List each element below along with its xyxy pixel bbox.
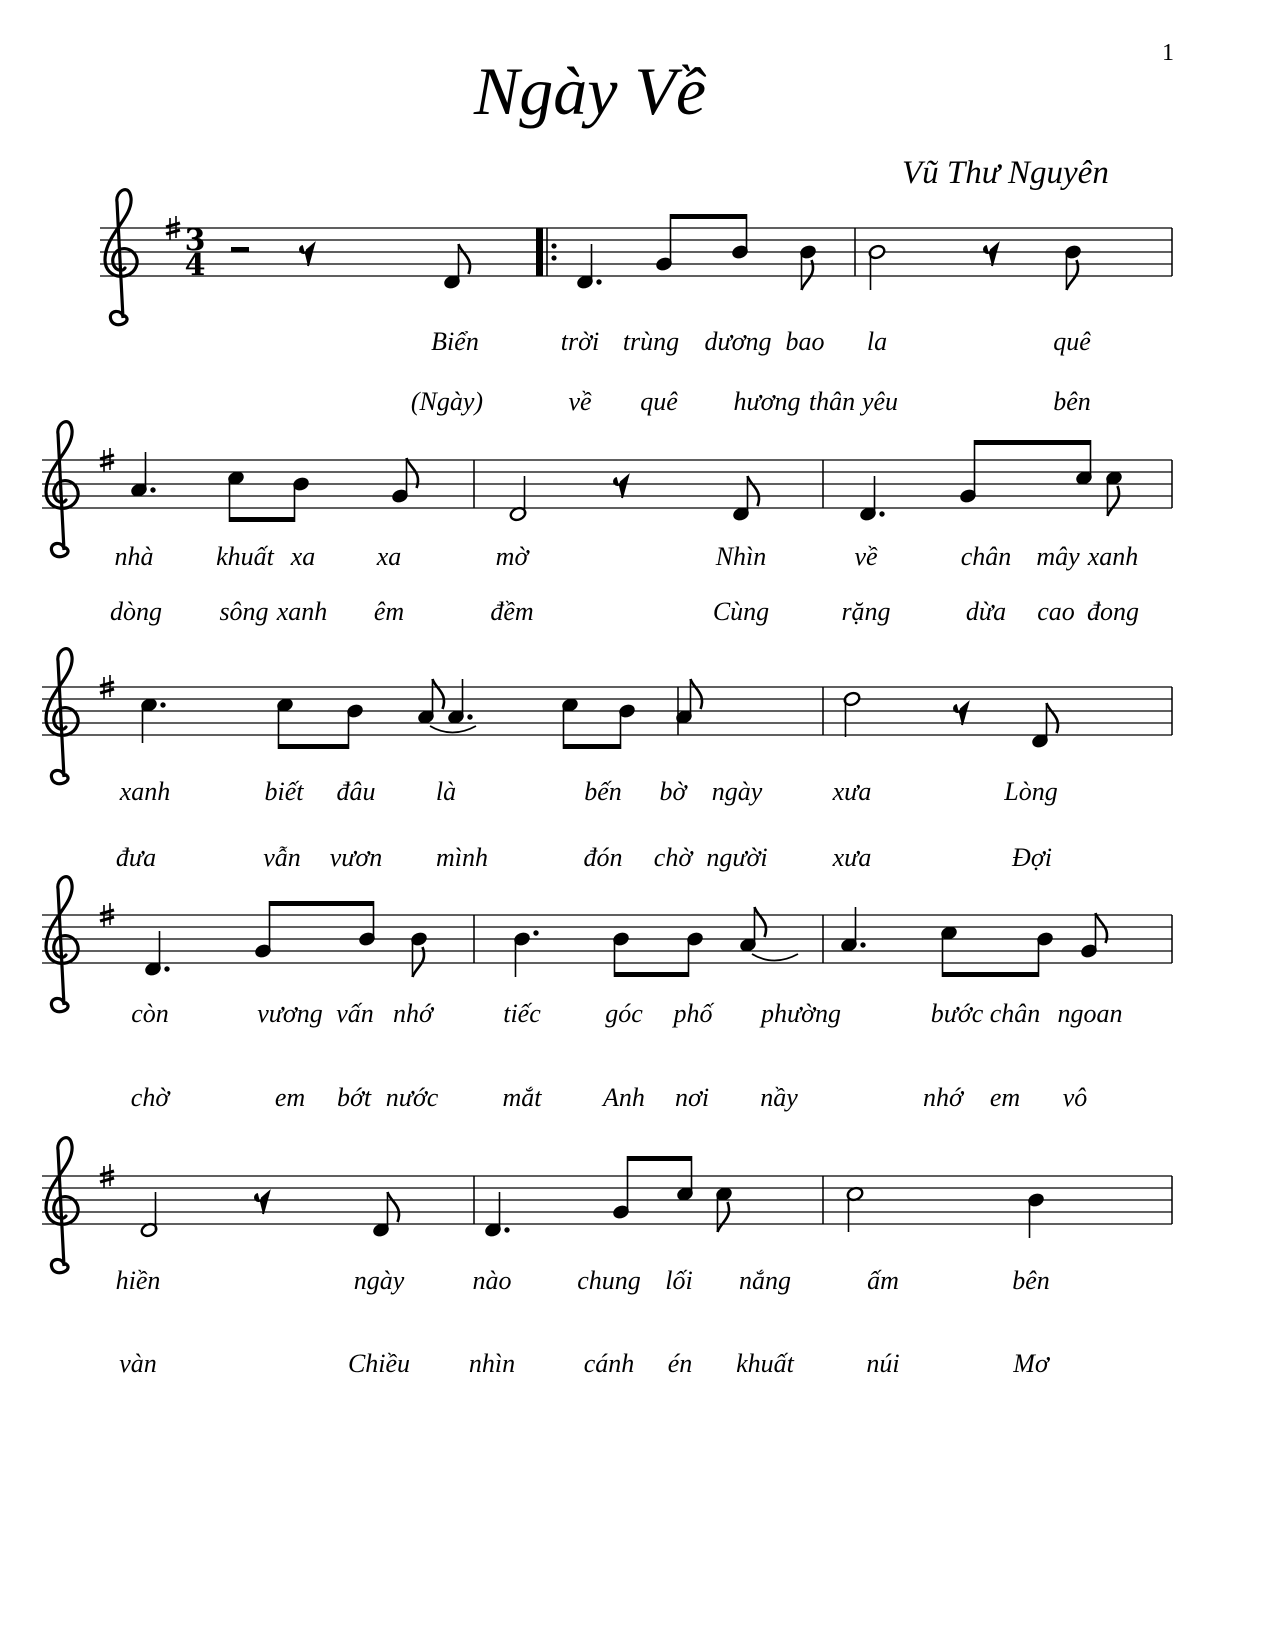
lyric-verse2: đưa (115, 843, 157, 872)
song-title: Ngày Về (473, 53, 707, 129)
lyric-verse1: vấn (336, 999, 374, 1028)
note-beam (975, 440, 1091, 445)
note-beam (671, 214, 747, 219)
repeat-barline-thick (536, 228, 543, 276)
lyric-verse2: nhớ (923, 1083, 963, 1112)
lyric-verse1: góc (605, 999, 643, 1028)
note-beam (230, 517, 295, 522)
note-flag (433, 679, 445, 709)
note-flag (1108, 486, 1120, 516)
lyric-verse2: cánh (583, 1349, 635, 1378)
lyric-verse2: cao (1037, 597, 1075, 626)
augmentation-dot (533, 930, 538, 935)
note-flag (748, 476, 760, 506)
lyric-verse2: vẫn (263, 843, 301, 872)
lyric-verse2: vươn (329, 843, 383, 872)
lyric-verse1: Lòng (1004, 777, 1058, 806)
lyric-verse2: (Ngày) (410, 387, 484, 416)
lyric-verse1: còn (131, 999, 169, 1028)
lyric-verse2: xưa (832, 843, 872, 872)
lyric-verse2: đón (583, 843, 623, 872)
treble-clef (105, 190, 137, 325)
augmentation-dot (596, 279, 601, 284)
lyric-verse2: mình (436, 843, 488, 872)
eighth-rest (255, 1192, 269, 1214)
lyric-verse2: quê (640, 387, 678, 416)
lyric-verse2: vô (1062, 1083, 1088, 1112)
note-flag (388, 1192, 400, 1222)
lyric-verse1: nắng (739, 1266, 791, 1295)
lyric-verse1: bước (930, 999, 984, 1028)
staff-system-1 (100, 190, 1172, 416)
eighth-rest (614, 476, 628, 498)
lyric-verse1: khuất (216, 542, 274, 571)
lyric-verse1: đâu (336, 777, 376, 806)
lyric-verse1: trùng (622, 327, 680, 356)
lyric-verse2: sông (219, 597, 269, 626)
lyric-verse2: mắt (502, 1083, 542, 1112)
lyric-verse1: dương (704, 327, 772, 356)
note-beam (564, 744, 621, 749)
lyric-verse2: nước (385, 1083, 439, 1112)
lyric-verse2: khuất (736, 1349, 794, 1378)
tie (430, 726, 476, 733)
staff-system-3 (42, 649, 1172, 872)
repeat-dot (551, 243, 556, 248)
augmentation-dot (467, 714, 472, 719)
lyric-verse2: én (667, 1349, 693, 1378)
lyric-verse1: xa (376, 542, 402, 571)
repeat-dot (551, 255, 556, 260)
lyric-verse1: lối (665, 1266, 693, 1295)
lyric-verse1: chung (577, 1266, 641, 1295)
staff-system-5 (42, 1138, 1172, 1378)
lyric-verse2: về (568, 387, 592, 416)
lyric-verse2: em (274, 1083, 306, 1112)
lyric-verse2: xanh (276, 597, 328, 626)
lyric-verse2: đong (1087, 597, 1139, 626)
note-flag (691, 679, 703, 709)
lyric-verse1: mây (1036, 542, 1080, 571)
lyric-verse1: bến (584, 777, 622, 806)
note-beam (615, 972, 689, 977)
staff-system-2 (42, 422, 1172, 626)
lyric-verse1: ấm (867, 1266, 899, 1295)
lyric-verse1: ngày (353, 1266, 405, 1295)
composer-name: Vũ Thư Nguyên (902, 155, 1109, 191)
page-number: 1 (1162, 40, 1174, 66)
note-beam (279, 744, 349, 749)
lyric-verse1: bao (785, 327, 825, 356)
tie (752, 954, 798, 961)
eighth-rest (300, 244, 314, 266)
note-flag (459, 244, 471, 274)
note-flag (1047, 703, 1059, 733)
lyric-verse1: xanh (1087, 542, 1139, 571)
lyric-verse1: Biển (431, 327, 479, 356)
augmentation-dot (504, 1227, 509, 1232)
note-beam (943, 972, 1039, 977)
lyric-verse1: xưa (832, 777, 872, 806)
augmentation-dot (150, 487, 155, 492)
lyric-verse1: bên (1012, 1266, 1050, 1295)
lyric-verse1: bờ (659, 777, 687, 806)
lyric-verse1: vương (257, 999, 323, 1028)
lyric-verse2: Cùng (712, 597, 770, 626)
augmentation-dot (879, 511, 884, 516)
lyric-verse2: đềm (490, 597, 534, 626)
lyric-verse1: la (866, 327, 888, 356)
lyric-verse2: dừa (965, 597, 1007, 626)
staff-system-4 (42, 877, 1172, 1112)
lyric-verse1: trời (560, 327, 600, 356)
lyric-verse1: ngày (711, 777, 763, 806)
lyric-verse1: là (435, 777, 457, 806)
lyric-verse2: nhìn (468, 1349, 516, 1378)
augmentation-dot (164, 966, 169, 971)
lyric-verse2: Mơ (1013, 1349, 1049, 1378)
treble-clef (46, 422, 78, 557)
lyric-verse2: bớt (336, 1083, 372, 1112)
lyric-verse1: chân (960, 542, 1012, 571)
lyric-verse2: Chiều (347, 1349, 411, 1378)
note-beam (270, 901, 374, 906)
time-signature-numerator: 3 (184, 223, 206, 258)
lyric-verse2: Đợi (1012, 843, 1052, 872)
lyric-verse2: em (989, 1083, 1021, 1112)
lyric-verse1: quê (1053, 327, 1091, 356)
lyric-verse2: Anh (603, 1083, 645, 1112)
lyric-verse2: hương (733, 387, 801, 416)
lyric-verse2: người (706, 843, 768, 872)
lyric-verse1: hiền (115, 1266, 161, 1295)
lyric-verse1: biết (264, 777, 304, 806)
note-flag (718, 1202, 730, 1232)
augmentation-dot (160, 702, 165, 707)
lyric-verse2: thân (808, 387, 856, 416)
lyric-verse2: êm (373, 597, 405, 626)
lyric-verse1: ngoan (1057, 999, 1123, 1028)
lyric-verse2: chờ (130, 1083, 170, 1112)
lyric-verse1: chân (989, 999, 1041, 1028)
treble-clef (46, 649, 78, 784)
lyric-verse1: xa (290, 542, 316, 571)
eighth-rest (984, 244, 998, 266)
note-flag (755, 907, 767, 937)
lyric-verse1: nào (472, 1266, 512, 1295)
lyric-verse1: Nhìn (715, 542, 767, 571)
note-beam (628, 1156, 692, 1161)
lyric-verse1: nhớ (393, 999, 433, 1028)
lyric-verse1: về (854, 542, 878, 571)
lyric-verse2: vàn (119, 1349, 157, 1378)
augmentation-dot (860, 942, 865, 947)
lyric-verse1: mờ (495, 542, 529, 571)
lyric-verse1: phố (673, 999, 713, 1028)
lyric-verse1: xanh (119, 777, 171, 806)
lyric-verse1: tiếc (503, 999, 541, 1028)
treble-clef (46, 877, 78, 1012)
treble-clef (46, 1138, 78, 1273)
lyric-verse2: rặng (841, 597, 891, 626)
half-rest (231, 247, 249, 252)
time-signature-denominator: 4 (184, 248, 206, 283)
lyric-verse1: phường (760, 999, 842, 1028)
lyric-verse2: nầy (760, 1083, 798, 1112)
lyric-verse2: bên (1053, 387, 1091, 416)
lyric-verse2: chờ (653, 843, 693, 872)
lyric-verse2: nơi (674, 1083, 710, 1112)
lyric-verse2: núi (866, 1349, 900, 1378)
lyric-verse1: nhà (114, 542, 154, 571)
eighth-rest (954, 703, 968, 725)
lyric-verse2: dòng (110, 597, 162, 626)
lyric-verse2: yêu (861, 387, 899, 416)
